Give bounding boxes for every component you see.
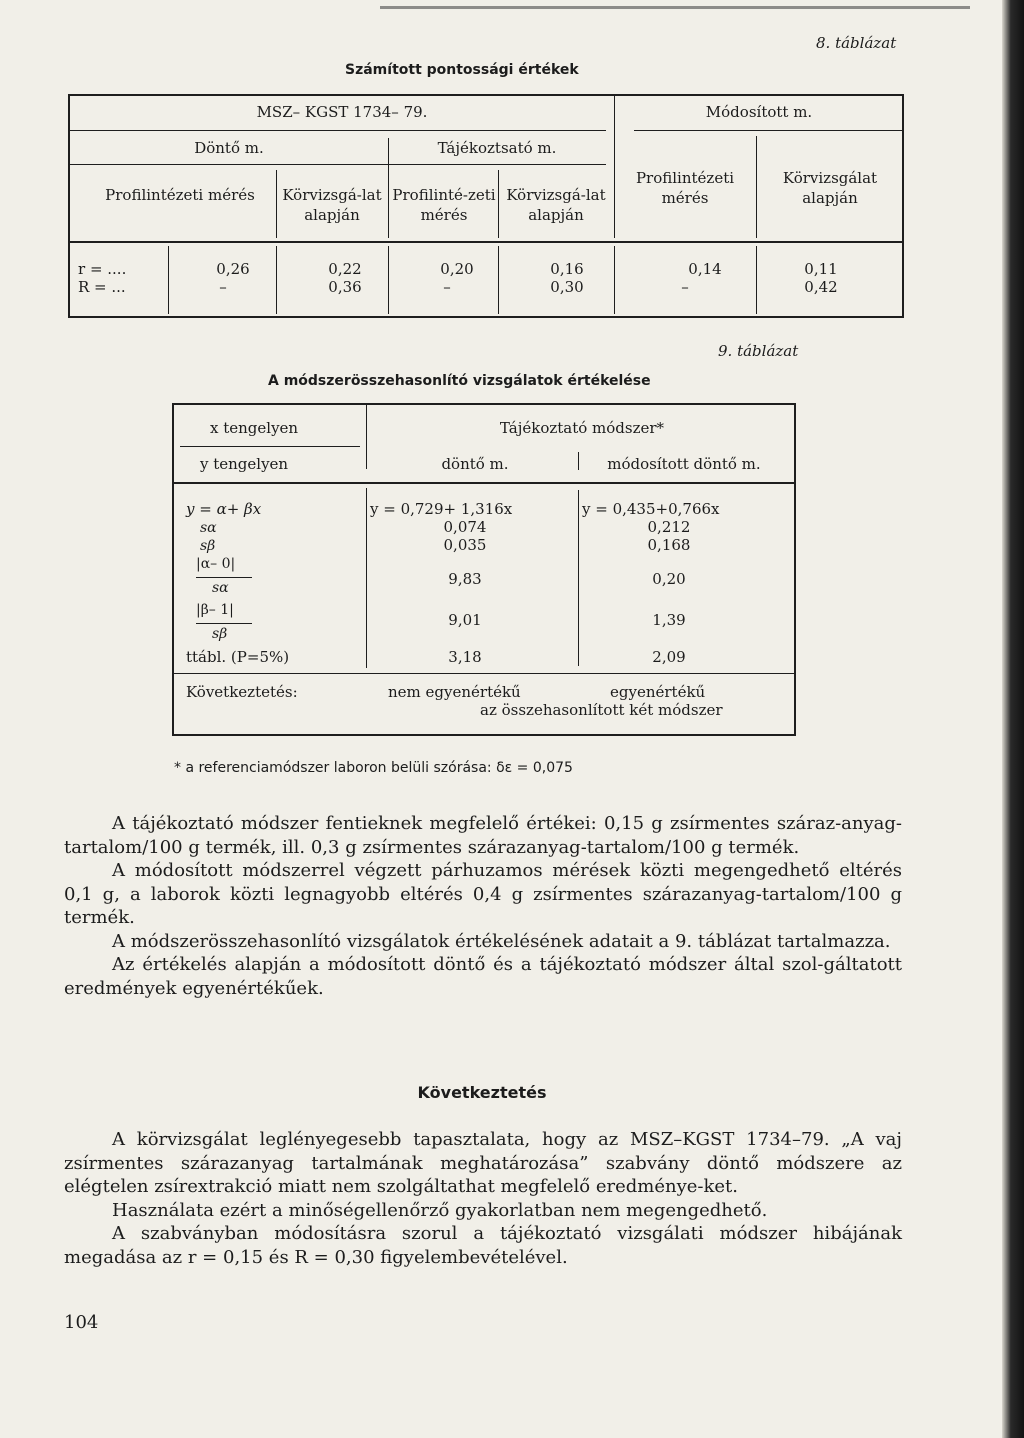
t9-label-alpha-num: |α– 0|	[196, 556, 236, 572]
t9-left-border	[172, 403, 174, 736]
t8-vrule	[276, 170, 277, 238]
t8-cell: 0,42	[804, 278, 838, 296]
paragraph: A szabványban módosításra szorul a tájékoztató vizsgálati módszer hibájának megadása az r = 0,15 és R = 0,30 figyelembevételével.	[64, 1223, 902, 1268]
t9-cell: 0,035	[443, 536, 487, 554]
scan-edge	[1002, 0, 1024, 1438]
t8-header-profil3: Profilintézeti mérés	[635, 169, 735, 207]
t8-row-label-r: r = ....	[78, 260, 127, 278]
t8-rule	[70, 130, 606, 131]
t9-cell: 9,83	[448, 570, 482, 588]
t9-rule	[174, 482, 794, 484]
t8-cell: 0,36	[328, 278, 362, 296]
t9-bottom-border	[172, 734, 796, 736]
t9-col-decisive: döntő m.	[441, 455, 509, 473]
t8-cell: 0,11	[804, 260, 838, 278]
t8-rule	[70, 164, 606, 165]
scan-top-line	[380, 6, 970, 9]
t9-right-border	[794, 403, 796, 736]
t9-col-modified: módosított döntő m.	[607, 455, 761, 473]
t9-label-s-beta: sβ	[200, 538, 216, 554]
t8-header-profil2: Profilinté-zeti mérés	[392, 186, 496, 224]
t9-cell: 3,18	[448, 648, 482, 666]
t9-eq-decisive: y = 0,729+ 1,316x	[370, 500, 513, 518]
t9-rule	[174, 673, 794, 674]
t9-cell: 1,39	[652, 611, 686, 629]
t9-footnote: * a referenciamódszer laboron belüli szórása: δε = 0,075	[174, 760, 573, 776]
t8-vrule	[498, 170, 499, 238]
t8-right-border	[902, 94, 904, 318]
t8-cell: 0,26	[216, 260, 250, 278]
t8-header-informative: Tájékoztsató m.	[437, 139, 557, 157]
t8-vrule	[756, 136, 757, 238]
t9-label-beta-num: |β– 1|	[196, 602, 234, 618]
t8-cell: 0,14	[688, 260, 722, 278]
t9-cell: 0,20	[652, 570, 686, 588]
paragraph: A módosított módszerrel végzett párhuzamos mérések közti megengedhető eltérés 0,1 g, a laborok közti legnagyobb eltérés 0,4 g zsírmentes szárazanyag-tartalom/100 g termék.	[64, 860, 902, 928]
t9-cell: 9,01	[448, 611, 482, 629]
t8-header-korv1: Körvizsgá-lat alapján	[282, 186, 382, 224]
t8-cell: 0,30	[550, 278, 584, 296]
t9-label-alpha-den: sα	[212, 580, 229, 596]
t8-top-border	[68, 94, 904, 96]
t8-bottom-border	[68, 316, 904, 318]
t9-vrule	[578, 490, 579, 666]
t9-x-axis: x tengelyen	[210, 419, 299, 437]
t8-rule	[634, 130, 902, 131]
t8-cell: –	[219, 278, 227, 296]
t9-label-ttabl: ttábl. (P=5%)	[186, 648, 290, 666]
t8-cell: –	[443, 278, 451, 296]
t9-fraction-bar	[196, 623, 252, 624]
t8-cell: 0,22	[328, 260, 362, 278]
t9-conclusion-label: Következtetés:	[186, 683, 298, 701]
t9-conclusion-common: az összehasonlított két módszer	[480, 701, 723, 719]
paragraph: A módszerösszehasonlító vizsgálatok értékelésének adatait a 9. táblázat tartalmazza.	[112, 930, 891, 952]
t9-label-s-alpha: sα	[200, 520, 217, 536]
t8-cell: –	[681, 278, 689, 296]
table8-title: Számított pontossági értékek	[345, 62, 579, 78]
t9-vrule	[578, 452, 579, 470]
t8-row-label-R: R = ...	[78, 278, 126, 296]
t9-method-header: Tájékoztató módszer*	[499, 419, 665, 437]
table9-number: 9. táblázat	[718, 342, 799, 360]
t9-top-border	[172, 403, 796, 405]
t9-eq-modified: y = 0,435+0,766x	[582, 500, 720, 518]
t9-label-beta-den: sβ	[212, 626, 228, 642]
body-text-upper	[64, 812, 902, 1000]
table8-number: 8. táblázat	[816, 34, 897, 52]
page-number: 104	[64, 1312, 99, 1333]
t9-vrule	[366, 405, 367, 469]
t9-conclusion-modified: egyenértékű	[610, 683, 706, 701]
t9-label-equation: y = α+ βx	[186, 500, 262, 518]
t9-vrule	[366, 488, 367, 668]
t8-rule	[70, 241, 902, 243]
t9-fraction-bar	[196, 577, 252, 578]
paragraph: Használata ezért a minőségellenőrző gyakorlatban nem megengedhető.	[112, 1199, 768, 1221]
t8-header-korv3: Körvizsgálat alapján	[782, 169, 878, 207]
t9-conclusion-decisive: nem egyenértékű	[388, 683, 521, 701]
paragraph: A tájékoztató módszer fentieknek megfelelő értékei: 0,15 g zsírmentes száraz-anyag-tartalom/100 g termék, ill. 0,3 g zsírmentes szárazanyag-tartalom/100 g termék.	[64, 813, 902, 858]
t9-rule	[180, 446, 360, 447]
t8-header-std: MSZ– KGST 1734– 79.	[256, 103, 428, 121]
section-heading: Következtetés	[417, 1083, 547, 1102]
t9-cell: 0,074	[443, 518, 487, 536]
t8-left-border	[68, 94, 70, 318]
table9-title: A módszerösszehasonlító vizsgálatok értékelése	[268, 373, 651, 389]
t8-header-profil1: Profilintézeti mérés	[105, 186, 255, 204]
t9-cell: 0,168	[647, 536, 691, 554]
t9-cell: 0,212	[647, 518, 691, 536]
body-text-lower	[64, 1128, 902, 1269]
t8-cell: 0,20	[440, 260, 474, 278]
t9-cell: 2,09	[652, 648, 686, 666]
paragraph: Az értékelés alapján a módosított döntő és a tájékoztató módszer által szol-gáltatott eredmények egyenértékűek.	[64, 954, 902, 999]
t9-y-axis: y tengelyen	[200, 455, 289, 473]
t8-header-modified: Módosított m.	[705, 103, 813, 121]
t8-header-korv2: Körvizsgá-lat alapján	[506, 186, 606, 224]
t8-header-decisive: Döntő m.	[194, 139, 264, 157]
t8-cell: 0,16	[550, 260, 584, 278]
paragraph: A körvizsgálat leglényegesebb tapasztalata, hogy az MSZ–KGST 1734–79. „A vaj zsírmentes szárazanyag tartalmának meghatározása” szabvány döntő módszere az elégtelen zsírextrakció miatt nem szolgáltathat megfelelő eredménye-ket.	[64, 1129, 902, 1197]
